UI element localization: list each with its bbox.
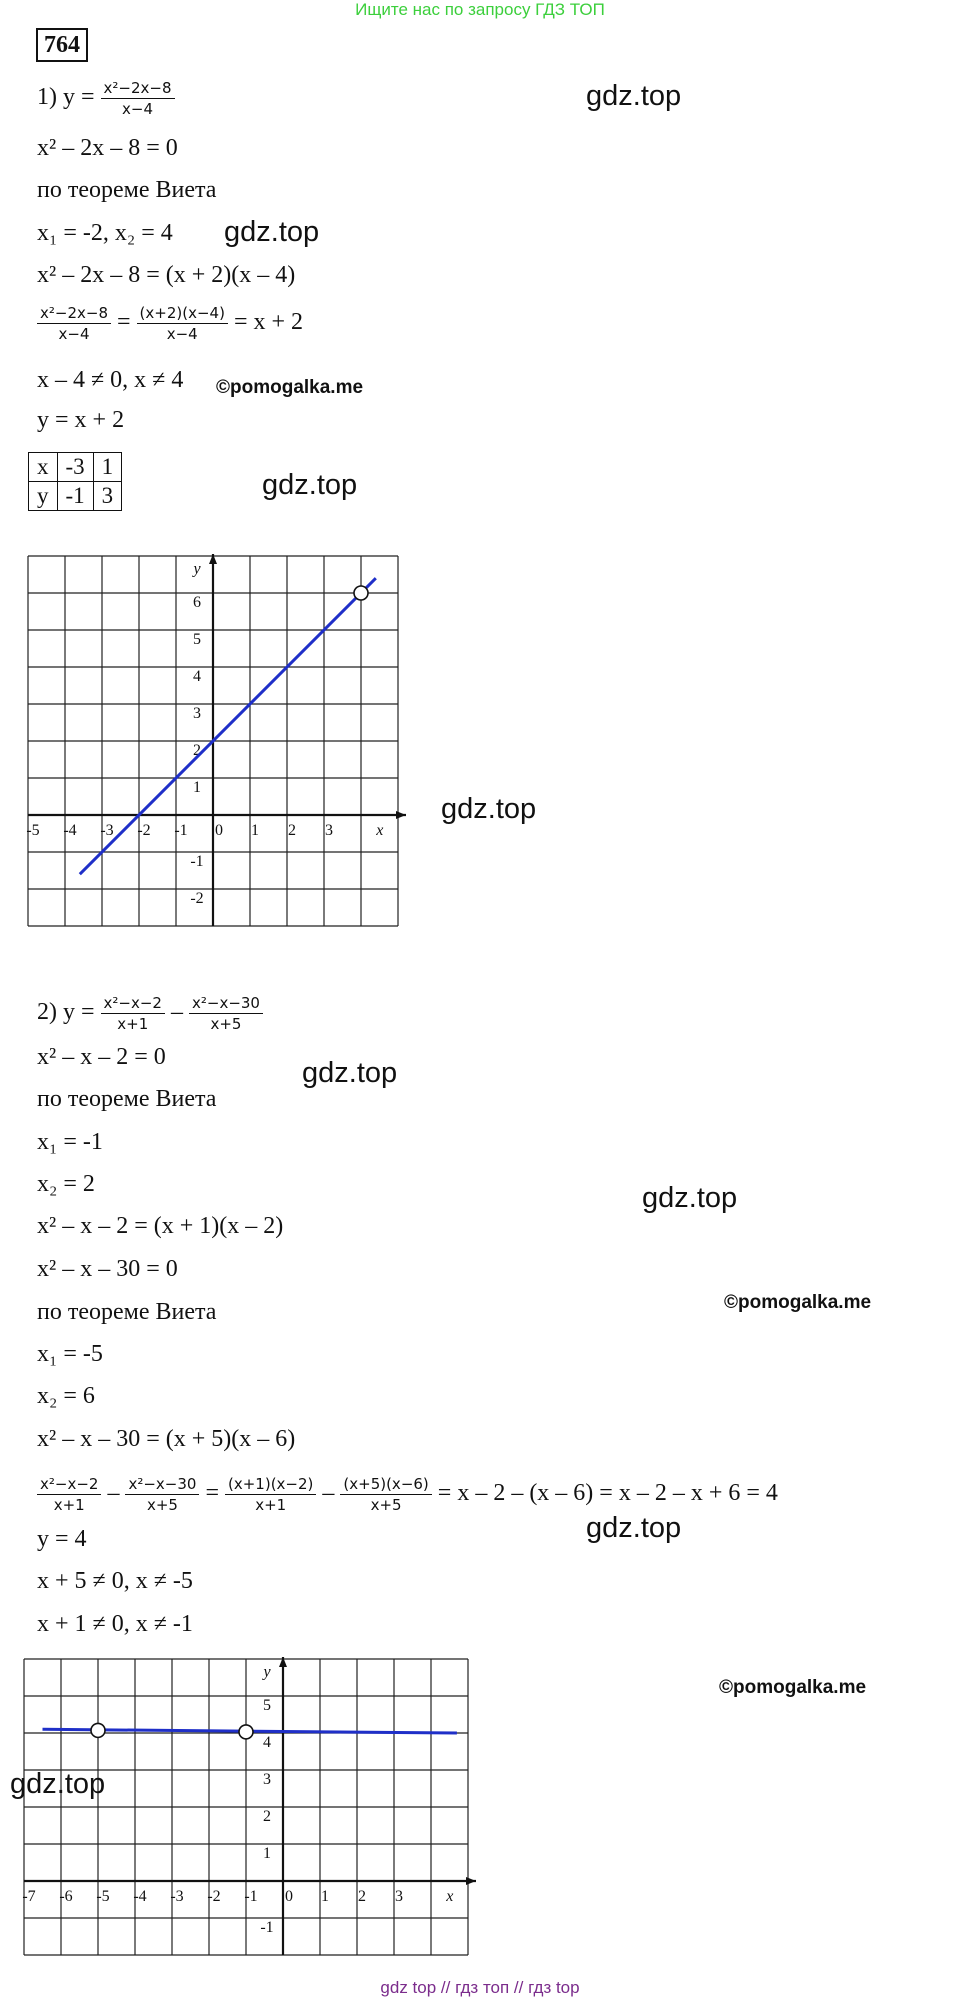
x-tick-label: 2 xyxy=(288,822,296,839)
x-tick-label: 1 xyxy=(321,1888,329,1905)
part2-root-2: x₂ = 2 xyxy=(37,1171,95,1197)
graph-constant xyxy=(24,1659,474,1967)
big-fraction-2 xyxy=(125,1474,199,1515)
x-axis-arrow xyxy=(396,811,406,819)
y-tick-label: 4 xyxy=(193,668,201,685)
x-tick-label: -6 xyxy=(59,1888,73,1905)
y-tick-label: 5 xyxy=(193,631,201,648)
big-fraction-1 xyxy=(37,1474,101,1515)
frac-denominator: x+5 xyxy=(146,1496,178,1514)
part1-fraction xyxy=(101,78,175,119)
frac-denominator: x−4 xyxy=(58,325,90,343)
part2-vieta-1: по теореме Виета xyxy=(37,1086,217,1112)
part1-restriction: x – 4 ≠ 0, x ≠ 4 xyxy=(37,367,184,393)
part2-simplify xyxy=(37,1474,778,1515)
big-fraction-4 xyxy=(340,1474,431,1515)
frac-denominator: x−4 xyxy=(166,325,198,343)
part2-factor-2: x² – x – 30 = (x + 5)(x – 6) xyxy=(37,1426,296,1452)
table-cell: -1 xyxy=(57,482,93,511)
table-cell: y xyxy=(29,482,58,511)
x-tick-label: -5 xyxy=(26,822,40,839)
frac-numerator: x²−2x−8 xyxy=(37,303,111,324)
y-tick-label: 1 xyxy=(263,1845,271,1862)
table-row xyxy=(29,482,122,511)
copyright: ©pomogalka.me xyxy=(216,377,364,398)
x-tick-label: -2 xyxy=(207,1888,221,1905)
x-axis-label: x xyxy=(376,822,384,839)
part2-fraction-1 xyxy=(101,993,165,1034)
watermark: gdz.top xyxy=(262,469,358,501)
part1-factor: x² – 2x – 8 = (x + 2)(x – 4) xyxy=(37,262,296,288)
excluded-point-marker xyxy=(239,1725,253,1739)
part1-result: y = x + 2 xyxy=(37,407,125,433)
big-fraction-3 xyxy=(225,1474,316,1515)
y-tick-label: 3 xyxy=(263,1771,271,1788)
copyright: ©pomogalka.me xyxy=(719,1677,867,1698)
equals-sign: = xyxy=(205,1480,219,1507)
x-tick-label: -4 xyxy=(133,1888,147,1905)
simplify-lhs xyxy=(37,303,111,344)
y-tick-label: 4 xyxy=(263,1734,271,1751)
frac-denominator: x−4 xyxy=(122,100,154,118)
part1-equation: x² – 2x – 8 = 0 xyxy=(37,135,178,161)
y-tick-label: 5 xyxy=(263,1697,271,1714)
part2-label: 2) y = xyxy=(37,999,95,1026)
part2-fraction-2 xyxy=(189,993,263,1034)
x-tick-label: -3 xyxy=(100,822,114,839)
top-banner[interactable]: Ищите нас по запросу ГДЗ ТОП xyxy=(355,0,605,19)
task-number: 764 xyxy=(36,28,88,62)
x-tick-label: 2 xyxy=(358,1888,366,1905)
table-row xyxy=(29,453,122,482)
x-tick-label: -3 xyxy=(170,1888,184,1905)
copyright: ©pomogalka.me xyxy=(724,1292,872,1313)
part2-function xyxy=(37,993,263,1034)
excluded-point-marker xyxy=(354,586,368,600)
x-tick-label: -1 xyxy=(174,822,188,839)
y-tick-label: 6 xyxy=(193,594,201,611)
part1-vieta: по теореме Виета xyxy=(37,177,217,203)
y-tick-label: 2 xyxy=(263,1808,271,1825)
frac-denominator: x+1 xyxy=(255,1496,287,1514)
frac-numerator: (x+1)(x−2) xyxy=(225,1474,316,1495)
y-tick-label: 3 xyxy=(193,705,201,722)
graph-line xyxy=(28,556,402,940)
minus-sign: – xyxy=(322,1480,335,1507)
frac-numerator: x²−x−30 xyxy=(125,1474,199,1495)
y-tick-label: -2 xyxy=(190,890,204,907)
x-tick-label: 1 xyxy=(251,822,259,839)
x-tick-label: 0 xyxy=(285,1888,293,1905)
x-tick-label: -2 xyxy=(137,822,151,839)
frac-numerator: x²−2x−8 xyxy=(101,78,175,99)
x-tick-label: -7 xyxy=(22,1888,36,1905)
table-cell: x xyxy=(29,453,58,482)
part2-restriction-1: x + 5 ≠ 0, x ≠ -5 xyxy=(37,1568,193,1594)
frac-denominator: x+1 xyxy=(53,1496,85,1514)
equals-sign: = xyxy=(117,309,131,336)
table-cell: 1 xyxy=(93,453,122,482)
x-tick-label: -1 xyxy=(244,1888,258,1905)
part2-root-1: x₁ = -1 xyxy=(37,1129,103,1155)
y-axis-label: y xyxy=(193,560,201,578)
watermark: gdz.top xyxy=(10,1768,106,1800)
part2-equation-1: x² – x – 2 = 0 xyxy=(37,1044,166,1070)
part1-function xyxy=(37,78,175,119)
frac-numerator: (x+5)(x−6) xyxy=(340,1474,431,1495)
x-tick-label: -4 xyxy=(63,822,77,839)
watermark: gdz.top xyxy=(302,1057,398,1089)
x-tick-label: -5 xyxy=(96,1888,110,1905)
part2-factor-1: x² – x – 2 = (x + 1)(x – 2) xyxy=(37,1213,284,1239)
part2-vieta-2: по теореме Виета xyxy=(37,1299,217,1325)
footer-links[interactable]: gdz top // гдз топ // гдз top xyxy=(380,1978,580,1997)
y-tick-label: 2 xyxy=(193,742,201,759)
x-axis-label: x xyxy=(446,1888,454,1905)
simplify-rhs xyxy=(137,303,228,344)
y-tick-label: -1 xyxy=(260,1919,274,1936)
y-axis-label: y xyxy=(263,1663,271,1681)
part2-root-4: x₂ = 6 xyxy=(37,1383,95,1409)
simplify-result: = x + 2 xyxy=(233,309,304,336)
part2-equation-2: x² – x – 30 = 0 xyxy=(37,1256,178,1282)
part2-y-result: y = 4 xyxy=(37,1526,87,1552)
watermark: gdz.top xyxy=(441,793,537,825)
part2-root-3: x₁ = -5 xyxy=(37,1341,103,1367)
y-tick-label: -1 xyxy=(190,853,204,870)
part2-restriction-2: x + 1 ≠ 0, x ≠ -1 xyxy=(37,1611,193,1637)
watermark: gdz.top xyxy=(224,216,320,248)
y-tick-label: 1 xyxy=(193,779,201,796)
x-axis-arrow xyxy=(466,1877,476,1885)
frac-numerator: x²−x−2 xyxy=(37,1474,101,1495)
frac-numerator: (x+2)(x−4) xyxy=(137,303,228,324)
part1-label: 1) y = xyxy=(37,84,95,111)
x-tick-label: 3 xyxy=(395,1888,403,1905)
frac-numerator: x²−x−30 xyxy=(189,993,263,1014)
watermark: gdz.top xyxy=(586,80,682,112)
watermark: gdz.top xyxy=(642,1182,738,1214)
frac-numerator: x²−x−2 xyxy=(101,993,165,1014)
table-cell: -3 xyxy=(57,453,93,482)
x-tick-label: 3 xyxy=(325,822,333,839)
part1-roots: x₁ = -2, x₂ = 4 xyxy=(37,220,173,246)
frac-denominator: x+5 xyxy=(370,1496,402,1514)
x-tick-label: 0 xyxy=(215,822,223,839)
simplify-tail: = x – 2 – (x – 6) = x – 2 – x + 6 = 4 xyxy=(437,1480,778,1507)
minus-sign: – xyxy=(170,999,183,1026)
table-cell: 3 xyxy=(93,482,122,511)
excluded-point-marker xyxy=(91,1723,105,1737)
frac-denominator: x+1 xyxy=(117,1015,149,1033)
value-table xyxy=(28,452,122,511)
minus-sign: – xyxy=(107,1480,120,1507)
part1-simplify xyxy=(37,303,303,344)
frac-denominator: x+5 xyxy=(210,1015,242,1033)
watermark: gdz.top xyxy=(586,1512,682,1544)
